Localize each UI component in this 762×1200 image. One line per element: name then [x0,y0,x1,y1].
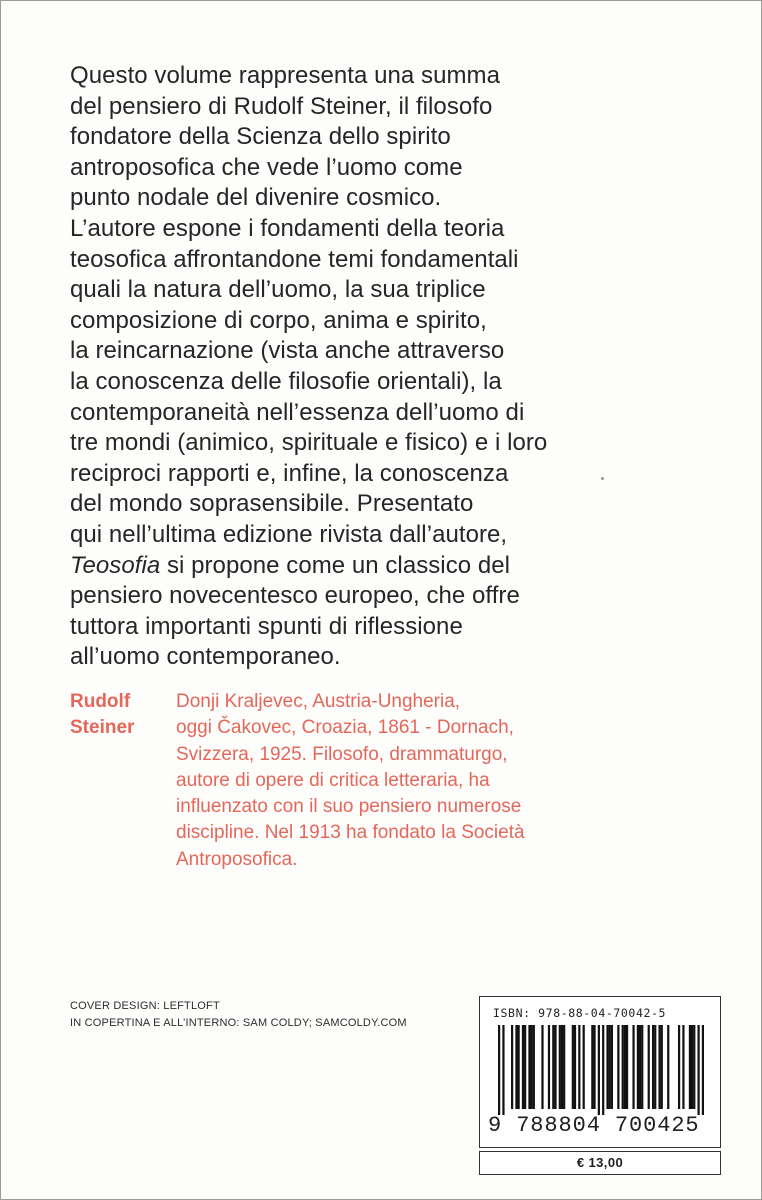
barcode-icon [498,1025,704,1115]
author-name [70,689,170,741]
blurb-line-rest: si propone come un classico del [160,551,511,579]
barcode-bar [652,1025,654,1109]
print-speck [601,477,604,480]
blurb-line-title [70,551,720,582]
barcode-bar [637,1025,639,1109]
author-last-name: Steiner [70,717,135,738]
barcode-bar [632,1025,634,1109]
barcode-bar [498,1025,500,1115]
barcode-bar [524,1025,526,1109]
cover-art-credit: IN COPERTINA E ALL’INTERNO: SAM COLDY; SAMCOLDY.COM [70,1017,407,1029]
barcode-bar [511,1025,513,1109]
barcode-bar [574,1025,576,1109]
price-label: € 13,00 [576,1155,624,1170]
bio-line: oggi Čakovec, Croazia, 1861 - Dornach, [176,717,514,739]
blurb-line: tuttora importanti spunti di riflessione [70,612,463,640]
barcode-number: 9 788804 700425 [488,1113,700,1138]
bio-line: Antroposofica. [176,848,298,870]
barcode-bar [572,1025,574,1109]
blurb-line: reciproci rapporti e, infine, la conoscenza [70,459,509,487]
barcode-bar [602,1025,604,1115]
barcode-bar [515,1025,517,1109]
blurb-line: la conoscenza delle filosofie orientali), la [70,367,502,395]
bio-line: autore di opere di critica letteraria, ha [176,769,490,791]
blurb-line: antroposofica che vede l’uomo come [70,153,463,181]
barcode-bar [554,1025,556,1109]
barcode-bar [622,1025,624,1109]
blurb-line: L’autore espone i fondamenti della teoria [70,214,505,242]
barcode-bar [561,1025,563,1109]
barcode-bar [658,1025,660,1109]
barcode-bar [541,1025,543,1109]
barcode-bar [593,1025,595,1109]
blurb-line: fondatore della Scienza dello spirito [70,123,451,151]
barcode-bar [678,1025,680,1109]
barcode-bar [548,1025,550,1109]
blurb-line: del mondo soprasensibile. Presentato [70,490,474,518]
book-title-italic: Teosofia [70,551,161,579]
barcode-bar [654,1025,656,1109]
barcode-bar [583,1025,585,1109]
bio-line: Svizzera, 1925. Filosofo, drammaturgo, [176,743,508,765]
price-box [479,1151,721,1175]
design-credits [70,998,407,1032]
barcode-bar [502,1025,504,1115]
cover-design-credit: COVER DESIGN: LEFTLOFT [70,1000,220,1012]
isbn-label: ISBN: 978-88-04-70042-5 [493,1006,667,1020]
barcode-bar [682,1025,684,1109]
barcode-bar [578,1025,580,1109]
blurb-line: punto nodale del divenire cosmico. [70,184,442,212]
bio-line: influenzato con il suo pensiero numerose [176,796,522,818]
barcode-bar [648,1025,650,1109]
barcode-bar [591,1025,593,1109]
blurb-line: qui nell’ultima edizione rivista dall’autore, [70,520,508,548]
bio-line: discipline. Nel 1913 ha fondato la Società [176,822,525,844]
bio-line: Donji Kraljevec, Austria-Ungheria, [176,691,461,712]
blurb-line: teosofica affrontandone temi fondamentali [70,245,519,273]
blurb-line: quali la natura dell’uomo, la sua triplice [70,276,486,304]
barcode-bar [641,1025,643,1109]
blurb-line: pensiero novecentesco europeo, che offre [70,582,520,610]
barcode-bar [693,1025,695,1109]
blurb-line: composizione di corpo, anima e spirito, [70,306,487,334]
barcode-bar [563,1025,565,1109]
barcode-bar [661,1025,663,1109]
blurb-line: tre mondi (animico, spirituale e fisico) e i loro [70,429,548,457]
author-bio [176,689,736,873]
blurb-line: la reincarnazione (vista anche attraverso [70,337,505,365]
barcode-bar [691,1025,693,1109]
blurb-line: Questo volume rappresenta una summa [70,62,500,89]
barcode-bar [702,1025,704,1115]
barcode-bar [611,1025,613,1109]
barcode-box [479,996,721,1148]
barcode-bar [624,1025,626,1109]
barcode-bar [617,1025,619,1109]
barcode-bar [689,1025,691,1109]
blurb-line: all’uomo contemporaneo. [70,643,341,671]
author-first-name: Rudolf [70,691,131,712]
barcode-bar [626,1025,628,1109]
barcode-bar [667,1025,669,1109]
blurb-text [70,61,720,673]
barcode-bar [552,1025,554,1109]
barcode-bar [531,1025,533,1109]
blurb-line: del pensiero di Rudolf Steiner, il filosofo [70,92,493,120]
barcode-bar [639,1025,641,1109]
barcode-bar [528,1025,530,1109]
barcode-bar [559,1025,561,1109]
barcode-bar [598,1025,600,1115]
barcode-bar [533,1025,535,1109]
barcode-bar [697,1025,699,1115]
barcode-bar [522,1025,524,1109]
barcode-bar [609,1025,611,1109]
blurb-line: contemporaneità nell’essenza dell’uomo di [70,398,525,426]
barcode-bar [518,1025,520,1109]
barcode-bar [606,1025,608,1109]
